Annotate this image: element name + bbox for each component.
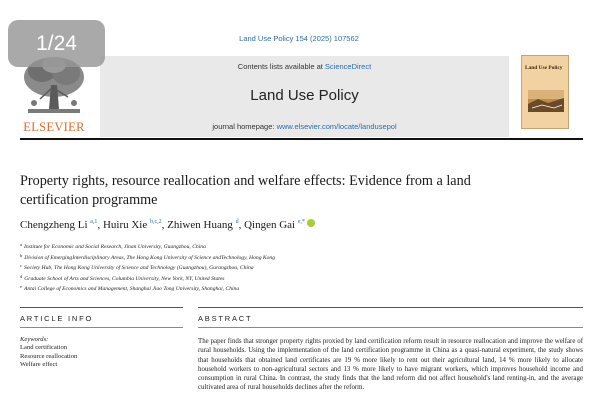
abstract-subdivider bbox=[198, 327, 583, 328]
affiliation-key: a bbox=[20, 242, 22, 247]
contents-prefix: Contents lists available at bbox=[237, 62, 325, 71]
author-name[interactable]: Qingen Gai bbox=[244, 219, 296, 231]
article-info-heading: ARTICLE INFO bbox=[20, 314, 94, 323]
affiliation-item bbox=[20, 252, 580, 263]
keywords-block bbox=[20, 336, 180, 369]
abstract-heading: ABSTRACT bbox=[198, 314, 253, 323]
author-affiliation-marker[interactable]: e,* bbox=[297, 219, 306, 225]
affiliation-item bbox=[20, 273, 580, 284]
affiliation-key: e bbox=[20, 284, 22, 289]
page-counter-text: 1/24 bbox=[36, 31, 77, 55]
affiliation-item bbox=[20, 262, 580, 273]
affiliation-key: c bbox=[20, 263, 22, 268]
author-name[interactable]: Huiru Xie bbox=[102, 219, 148, 231]
affiliation-text: Division of EmergingInterdisciplinary Areas, The Hong Kong University of Science andTechnology, Hong Kong bbox=[24, 254, 276, 261]
journal-cover-thumbnail[interactable] bbox=[521, 55, 569, 129]
affiliation-text: Graduate School of Arts and Sciences, Columbia University, New York, NY, United States bbox=[24, 275, 225, 282]
abstract-divider bbox=[198, 307, 583, 308]
author-list: Chengzheng Li $^{a,1}$, Huiru Xie $^{b,c,2}$, Zhiwen Huang $^d$, Qingen Gai $^{e,*}$ bbox=[20, 219, 580, 231]
author-name[interactable]: Chengzheng Li bbox=[20, 219, 88, 231]
article-title: Property rights, resource reallocation and welfare effects: Evidence from a land certification programme bbox=[20, 173, 471, 208]
journal-homepage-link[interactable]: www.elsevier.com/locate/landusepol bbox=[276, 122, 397, 131]
keywords-label: Keywords: bbox=[20, 336, 49, 343]
cover-title: Land Use Policy bbox=[525, 65, 563, 71]
affiliation-item bbox=[20, 283, 580, 294]
keyword-item: Land certification bbox=[20, 344, 68, 352]
cover-photo-icon bbox=[528, 90, 564, 112]
affiliation-key: b bbox=[20, 252, 23, 258]
article-info-subdivider bbox=[20, 327, 183, 328]
sciencedirect-link[interactable]: ScienceDirect bbox=[324, 62, 372, 71]
keyword-item: Resource reallocation bbox=[20, 352, 78, 360]
article-info-divider bbox=[20, 307, 183, 308]
abstract-text: The paper finds that stronger property rights proxied by land certification reform result in resource reallocation and improve the welfare of rural households. Using the implementation of the land certification programme in China as a quasi-natural experiment, the study shows that households that obtained land certificates are 19 % more likely to rent out their agricultural land, 14 % more likely to allocate household workers to non-agricultural sectors and 13 % more likely to have migrant workers, which improves household income and consumption in rural China. In contrast, the study finds that the land reform did not affect household's land renting-in, and the average cultivated area of rural households declines after the reform. bbox=[198, 338, 583, 392]
author-name[interactable]: Zhiwen Huang bbox=[167, 219, 233, 231]
affiliation-item bbox=[20, 241, 580, 252]
author-affiliation-marker[interactable]: b,c,2 bbox=[149, 219, 162, 225]
author-affiliation-marker[interactable]: a,1 bbox=[90, 219, 98, 225]
journal-header-band bbox=[100, 56, 509, 137]
page-counter-badge bbox=[8, 20, 105, 67]
homepage-prefix: journal homepage: bbox=[212, 122, 277, 131]
homepage-line bbox=[100, 122, 509, 131]
affiliation-text: Institute for Economic and Social Research, Jinan University, Guangzhou, China bbox=[24, 244, 206, 250]
keyword-item: Welfare effect bbox=[20, 360, 58, 368]
affiliation-text: Society Hub, The Hong Kong University of Science and Technology (Guangzhou), Gurangzhou, China bbox=[24, 265, 254, 271]
journal-title: Land Use Policy bbox=[250, 87, 359, 104]
orcid-icon[interactable] bbox=[307, 219, 315, 227]
elsevier-wordmark: ELSEVIER bbox=[23, 120, 85, 134]
journal-reference-link[interactable]: Land Use Policy 154 (2025) 107562 bbox=[239, 34, 359, 43]
header-divider bbox=[20, 138, 583, 140]
affiliation-key: d bbox=[20, 273, 23, 279]
affiliation-text: Antai College of Economics and Management, Shanghai Jiao Tong University, Shanghai, China bbox=[24, 286, 240, 292]
contents-line bbox=[100, 62, 509, 71]
affiliation-list bbox=[20, 241, 580, 294]
author-affiliation-marker[interactable]: d bbox=[235, 219, 239, 225]
